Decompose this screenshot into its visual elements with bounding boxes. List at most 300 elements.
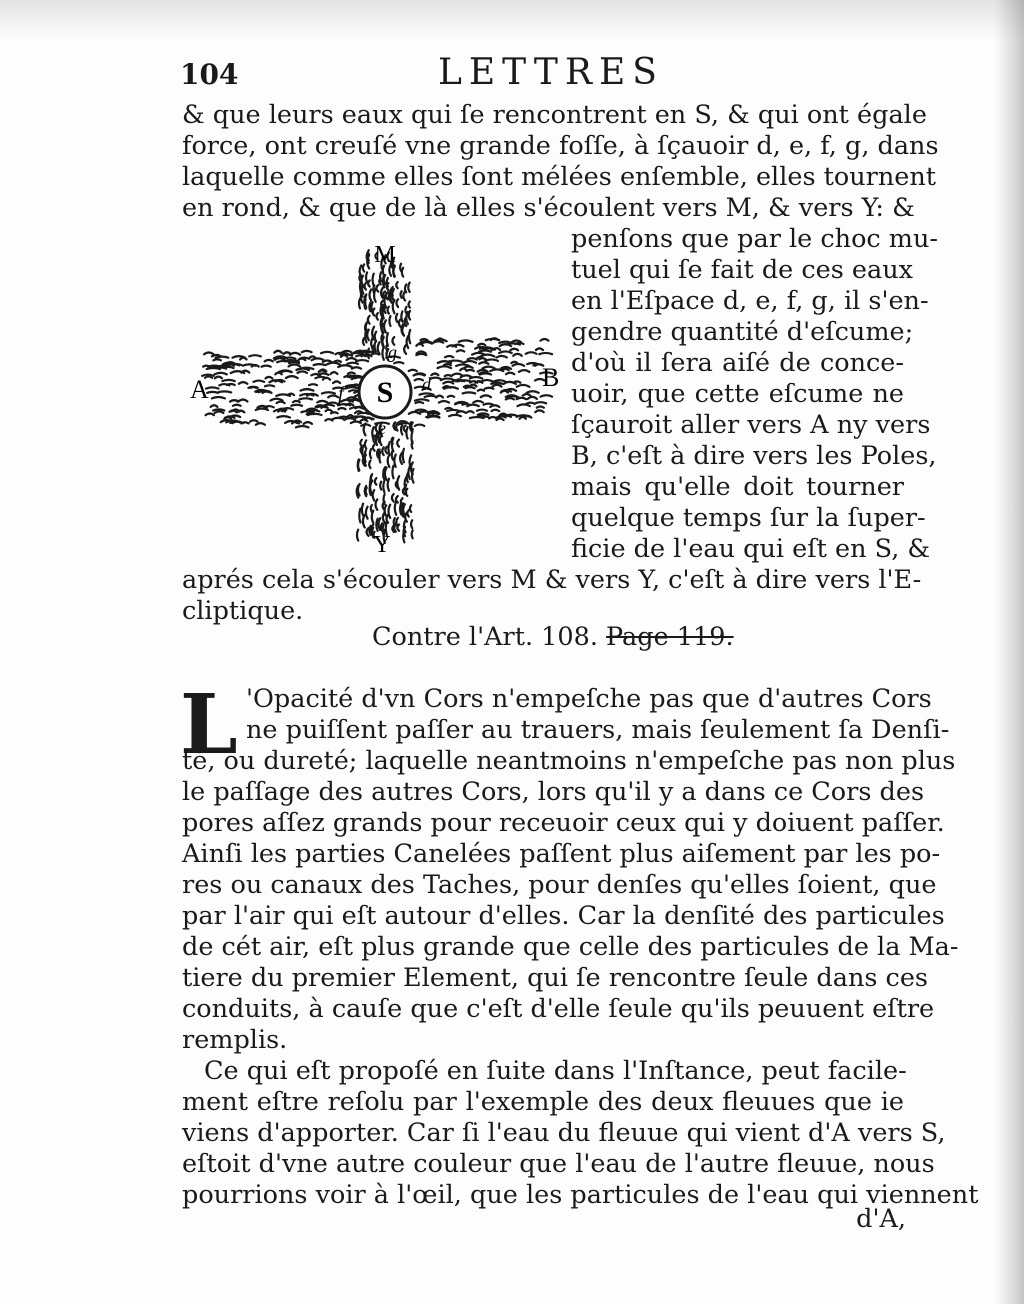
water-stroke: [227, 384, 235, 385]
water-stroke: [409, 330, 410, 343]
text-line: tiere du premier Element, qui ſe rencontre ſeule dans ces: [182, 963, 929, 993]
text-line: aprés cela s'écouler vers M & vers Y, c'eſt à dire vers l'E-: [182, 565, 922, 595]
water-stroke: [297, 371, 307, 373]
water-stroke: [395, 502, 396, 515]
label-e: e: [378, 418, 386, 438]
water-stroke: [334, 361, 341, 362]
water-stroke: [363, 264, 364, 271]
label-s: S: [376, 376, 394, 409]
water-stroke: [369, 461, 370, 469]
water-stroke: [346, 358, 356, 360]
text-line: 'Opacité d'vn Cors n'empeſche pas que d'autres Cors: [246, 684, 932, 714]
water-stroke: [348, 376, 354, 377]
water-stroke: [527, 391, 539, 393]
water-stroke: [344, 418, 355, 420]
water-stroke: [394, 455, 395, 467]
water-stroke: [281, 371, 291, 372]
water-stroke: [368, 280, 370, 286]
water-stroke: [400, 264, 401, 271]
water-stroke: [506, 398, 514, 399]
water-stroke: [401, 425, 402, 435]
water-stroke: [412, 530, 413, 538]
water-stroke: [425, 396, 437, 397]
water-stroke: [302, 351, 312, 352]
river-cross-figure: [190, 240, 580, 560]
water-stroke: [456, 364, 469, 366]
water-stroke: [510, 349, 518, 351]
water-stroke: [222, 380, 234, 381]
water-stroke: [369, 303, 370, 312]
water-stroke: [207, 368, 220, 369]
water-stroke: [375, 478, 377, 485]
water-stroke: [484, 404, 494, 405]
water-stroke: [352, 367, 361, 368]
water-stroke: [374, 289, 376, 302]
text-line: laquelle comme elles ſont mélées enſemble, elles tournent: [182, 162, 937, 192]
water-stroke: [367, 528, 369, 536]
text-line: viens d'apporter. Car ſi l'eau du fleuue qui vient d'A vers S,: [182, 1118, 946, 1148]
water-stroke: [388, 442, 389, 455]
water-stroke: [480, 380, 494, 382]
water-stroke: [370, 449, 371, 458]
label-f: f: [338, 383, 344, 405]
water-stroke: [323, 361, 332, 362]
text-line: ment eſtre reſolu par l'exemple des deux fleuues que ie: [182, 1087, 904, 1117]
water-stroke: [513, 364, 525, 366]
water-stroke: [527, 363, 538, 364]
water-stroke: [389, 316, 390, 326]
water-stroke: [470, 377, 483, 379]
water-stroke: [539, 353, 552, 354]
water-stroke: [526, 403, 534, 404]
label-g: g: [388, 342, 397, 362]
water-stroke: [382, 336, 383, 346]
water-stroke: [518, 404, 530, 406]
water-stroke: [408, 283, 410, 293]
water-stroke: [457, 350, 465, 351]
label-d: d: [422, 374, 431, 394]
water-stroke: [401, 291, 402, 298]
water-stroke: [312, 358, 324, 360]
water-stroke: [270, 399, 282, 401]
water-stroke: [215, 411, 224, 413]
water-stroke: [376, 434, 377, 446]
water-stroke: [265, 385, 274, 386]
water-stroke: [357, 530, 358, 541]
drop-cap-initial: L: [180, 677, 238, 773]
water-stroke: [396, 299, 398, 307]
water-stroke: [411, 520, 412, 528]
water-stroke: [325, 419, 332, 420]
water-stroke: [376, 313, 377, 320]
water-stroke: [370, 478, 371, 492]
water-stroke: [416, 402, 424, 403]
text-line: Ainſi les parties Canelées paſſent plus aiſement par les po-: [182, 839, 941, 869]
water-stroke: [383, 512, 385, 523]
water-stroke: [291, 405, 302, 406]
running-head: [180, 52, 910, 96]
text-line: eſtoit d'vne autre couleur que l'eau de l'autre fleuue, nous: [182, 1149, 935, 1179]
water-stroke: [463, 361, 476, 363]
water-stroke: [327, 363, 341, 365]
text-line: Ce qui eſt propoſé en ſuite dans l'Inſtance, peut facile-: [204, 1056, 907, 1086]
water-stroke: [290, 353, 300, 355]
water-stroke: [384, 320, 386, 332]
water-stroke: [319, 371, 326, 372]
water-stroke: [277, 416, 290, 417]
water-stroke: [365, 450, 366, 462]
water-stroke: [304, 422, 312, 424]
text-line: mais qu'elle doit tourner: [571, 472, 904, 502]
water-stroke: [492, 385, 501, 387]
page-number: 104: [180, 58, 239, 91]
water-stroke: [403, 291, 405, 300]
water-stroke: [363, 338, 364, 345]
water-stroke: [309, 356, 316, 358]
water-stroke: [328, 396, 338, 398]
water-stroke: [483, 417, 490, 418]
water-stroke: [348, 373, 355, 374]
water-stroke: [215, 373, 227, 375]
water-stroke: [439, 401, 449, 403]
text-line: le paſſage des autres Cors, lors qu'il y a dans ce Cors des: [182, 777, 925, 807]
water-stroke: [388, 307, 389, 314]
running-title: LETTRES: [438, 52, 664, 93]
water-stroke: [363, 418, 374, 419]
water-stroke: [449, 415, 461, 416]
water-stroke: [387, 515, 389, 523]
water-stroke: [218, 391, 232, 392]
label-y: Y: [373, 532, 391, 558]
water-stroke: [372, 353, 379, 354]
text-line: quelque temps ſur la ſuper-: [571, 503, 926, 533]
water-stroke: [251, 387, 258, 388]
water-stroke: [403, 488, 405, 494]
water-stroke: [297, 368, 309, 369]
water-stroke: [249, 355, 260, 356]
water-stroke: [241, 371, 249, 373]
water-stroke: [482, 367, 494, 369]
water-stroke: [204, 353, 213, 355]
label-b: B: [542, 363, 560, 392]
water-stroke: [315, 377, 326, 378]
water-stroke: [394, 362, 403, 363]
water-stroke: [358, 413, 368, 414]
water-stroke: [485, 388, 494, 389]
water-stroke: [230, 400, 238, 401]
water-stroke: [406, 427, 407, 438]
water-stroke: [375, 341, 376, 352]
water-stroke: [453, 345, 464, 347]
water-stroke: [382, 347, 383, 360]
water-stroke: [409, 301, 410, 307]
water-stroke: [443, 382, 453, 384]
water-stroke: [412, 469, 414, 483]
water-stroke: [376, 499, 378, 510]
water-stroke: [224, 417, 231, 419]
water-stroke: [274, 351, 281, 353]
water-stroke: [407, 510, 408, 516]
water-stroke: [402, 325, 404, 336]
water-stroke: [286, 376, 298, 378]
label-a: A: [190, 375, 209, 404]
water-stroke: [365, 283, 366, 290]
water-stroke: [536, 348, 543, 350]
water-stroke: [422, 342, 432, 344]
water-stroke: [407, 473, 408, 482]
water-stroke: [515, 343, 523, 344]
water-stroke: [405, 307, 406, 314]
water-stroke: [501, 391, 508, 393]
water-stroke: [463, 392, 476, 393]
water-stroke: [375, 332, 377, 342]
water-stroke: [362, 504, 363, 516]
water-stroke: [447, 410, 459, 411]
water-stroke: [288, 394, 294, 395]
label-m: M: [374, 242, 396, 268]
water-stroke: [403, 449, 404, 463]
water-stroke: [477, 410, 487, 411]
water-stroke: [457, 411, 466, 413]
water-stroke: [372, 511, 374, 523]
water-stroke: [479, 351, 491, 352]
water-stroke: [233, 405, 241, 406]
text-line: gendre quantité d'eſcume;: [571, 317, 914, 347]
water-stroke: [383, 481, 384, 492]
struck-page-reference: Page 119.: [606, 622, 734, 652]
water-stroke: [444, 364, 451, 365]
water-stroke: [388, 479, 389, 491]
water-stroke: [347, 363, 358, 364]
text-line: force, ont creuſé vne grande foſſe, à ſçauoir d, e, f, g, dans: [182, 131, 939, 161]
water-stroke: [467, 370, 474, 371]
water-stroke: [213, 409, 224, 410]
water-stroke: [511, 362, 517, 363]
water-stroke: [389, 505, 391, 518]
water-stroke: [481, 395, 491, 397]
water-stroke: [396, 282, 398, 288]
water-stroke: [479, 362, 488, 364]
text-line: cliptique.: [182, 596, 304, 626]
water-stroke: [224, 367, 234, 368]
water-stroke: [275, 358, 285, 360]
water-stroke: [445, 356, 453, 357]
water-stroke: [430, 378, 441, 379]
water-stroke: [409, 370, 417, 371]
water-stroke: [392, 494, 394, 502]
water-stroke: [380, 482, 381, 490]
water-stroke: [401, 311, 402, 321]
water-stroke: [403, 504, 405, 516]
water-stroke: [364, 295, 365, 307]
text-line: ne puiſſent paſſer au trauers, mais ſeulement ſa Denſi-: [246, 715, 950, 745]
water-stroke: [402, 268, 403, 277]
water-stroke: [428, 416, 440, 417]
water-stroke: [490, 405, 499, 407]
water-stroke: [388, 455, 390, 468]
water-stroke: [524, 416, 531, 418]
water-stroke: [404, 425, 406, 431]
water-stroke: [399, 319, 401, 327]
water-stroke: [366, 488, 367, 495]
text-line: penſons que par le choc mu-: [571, 224, 939, 254]
water-stroke: [541, 339, 549, 341]
water-stroke: [378, 342, 380, 354]
water-stroke: [489, 417, 496, 418]
water-stroke: [382, 447, 383, 455]
water-stroke: [216, 357, 229, 358]
text-line: uoir, que cette eſcume ne: [571, 379, 904, 409]
water-stroke: [212, 397, 225, 398]
text-line: par l'air qui eſt autour d'elles. Car la denſité des particules: [182, 901, 945, 931]
water-stroke: [376, 519, 377, 531]
water-stroke: [361, 424, 370, 425]
water-stroke: [369, 289, 371, 301]
water-stroke: [373, 274, 374, 286]
water-stroke: [448, 396, 455, 397]
water-stroke: [481, 355, 495, 357]
water-stroke: [526, 352, 537, 354]
water-stroke: [277, 402, 285, 403]
water-stroke: [404, 345, 406, 354]
water-stroke: [396, 314, 397, 322]
water-stroke: [309, 384, 317, 385]
water-stroke: [468, 358, 477, 359]
water-stroke: [445, 375, 452, 376]
water-stroke: [431, 374, 438, 376]
water-stroke: [464, 386, 471, 387]
water-stroke: [397, 525, 399, 531]
water-stroke: [470, 417, 484, 418]
water-stroke: [331, 372, 338, 374]
text-line: de cét air, eſt plus grande que celle des particules de la Ma-: [182, 932, 959, 962]
water-stroke: [523, 394, 531, 396]
water-stroke: [445, 408, 452, 409]
water-stroke: [293, 401, 300, 402]
water-stroke: [535, 410, 544, 412]
water-stroke: [409, 412, 420, 414]
water-stroke: [478, 344, 485, 345]
water-stroke: [262, 366, 271, 367]
water-stroke: [409, 311, 410, 320]
text-line: remplis.: [182, 1025, 288, 1055]
water-stroke: [493, 380, 505, 382]
water-stroke: [361, 276, 363, 286]
water-stroke: [452, 374, 462, 376]
text-line: conduits, à cauſe que c'eſt d'elle ſeule qu'ils peuuent eſtre: [182, 994, 935, 1024]
water-stroke: [239, 382, 247, 384]
water-stroke: [535, 402, 546, 403]
water-stroke: [397, 476, 399, 490]
water-stroke: [371, 505, 372, 512]
text-line: ſçauroit aller vers A ny vers: [571, 410, 931, 440]
water-stroke: [519, 370, 530, 372]
water-stroke: [359, 509, 360, 523]
water-stroke: [256, 423, 265, 425]
water-stroke: [441, 378, 455, 380]
water-stroke: [528, 397, 537, 399]
water-stroke: [363, 515, 365, 528]
water-stroke: [331, 412, 338, 413]
water-stroke: [506, 373, 514, 374]
water-stroke: [461, 375, 472, 377]
text-line: en l'Eſpace d, e, f, g, il s'en-: [571, 286, 929, 316]
water-stroke: [238, 400, 247, 402]
water-stroke: [356, 360, 368, 361]
water-stroke: [338, 408, 345, 409]
water-stroke: [438, 366, 452, 368]
water-stroke: [460, 369, 467, 371]
water-stroke: [206, 413, 215, 415]
water-stroke: [367, 330, 369, 341]
water-stroke: [254, 381, 265, 382]
scan-shadow-top: [0, 0, 1024, 40]
text-line: pourrions voir à l'œil, que les particules de l'eau qui viennent: [182, 1180, 979, 1210]
water-stroke: [373, 445, 375, 451]
water-stroke: [410, 505, 411, 512]
water-stroke: [541, 395, 553, 396]
water-stroke: [381, 320, 382, 332]
water-stroke: [537, 407, 544, 408]
water-stroke: [398, 423, 411, 425]
water-stroke: [314, 364, 326, 365]
water-stroke: [377, 450, 378, 458]
water-stroke: [372, 427, 374, 439]
water-stroke: [366, 507, 368, 519]
text-line: en rond, & que de là elles s'écoulent vers M, & vers Y: &: [182, 193, 915, 223]
water-stroke: [485, 359, 498, 360]
water-stroke: [383, 275, 384, 287]
water-stroke: [387, 278, 388, 287]
water-stroke: [473, 401, 483, 403]
water-stroke: [459, 340, 473, 341]
water-stroke: [301, 411, 313, 412]
text-line: d'où il ſera aiſé de conce-: [571, 348, 904, 378]
water-stroke: [366, 272, 367, 282]
water-stroke: [321, 352, 333, 353]
water-stroke: [415, 425, 425, 426]
text-line: B, c'eſt à dire vers les Poles,: [571, 441, 937, 471]
water-stroke: [323, 405, 334, 406]
water-stroke: [322, 392, 335, 393]
water-stroke: [416, 410, 426, 411]
water-stroke: [233, 356, 246, 358]
water-stroke: [358, 459, 359, 471]
water-stroke: [397, 440, 399, 447]
text-line: té, ou dureté; laquelle neantmoins n'empeſche pas non plus: [182, 746, 956, 776]
text-line: pores aſſez grands pour receuoir ceux qui y doiuent paſſer.: [182, 808, 945, 838]
water-stroke: [517, 385, 530, 387]
heading-text: Contre l'Art. 108.: [372, 622, 598, 652]
scan-shadow-right: [994, 0, 1024, 1304]
text-line: & que leurs eaux qui ſe rencontrent en S, & qui ont égale: [182, 100, 927, 130]
water-stroke: [299, 398, 312, 399]
water-stroke: [373, 490, 375, 500]
water-stroke: [513, 354, 522, 356]
water-stroke: [493, 348, 501, 350]
water-stroke: [421, 339, 428, 340]
water-stroke: [356, 355, 366, 356]
water-stroke: [215, 377, 222, 379]
water-stroke: [379, 452, 380, 463]
water-stroke: [492, 410, 500, 411]
water-stroke: [241, 422, 248, 423]
water-stroke: [478, 390, 484, 391]
water-stroke: [497, 356, 507, 358]
water-stroke: [302, 389, 313, 390]
catchword: d'A,: [856, 1204, 906, 1234]
water-stroke: [499, 351, 512, 353]
